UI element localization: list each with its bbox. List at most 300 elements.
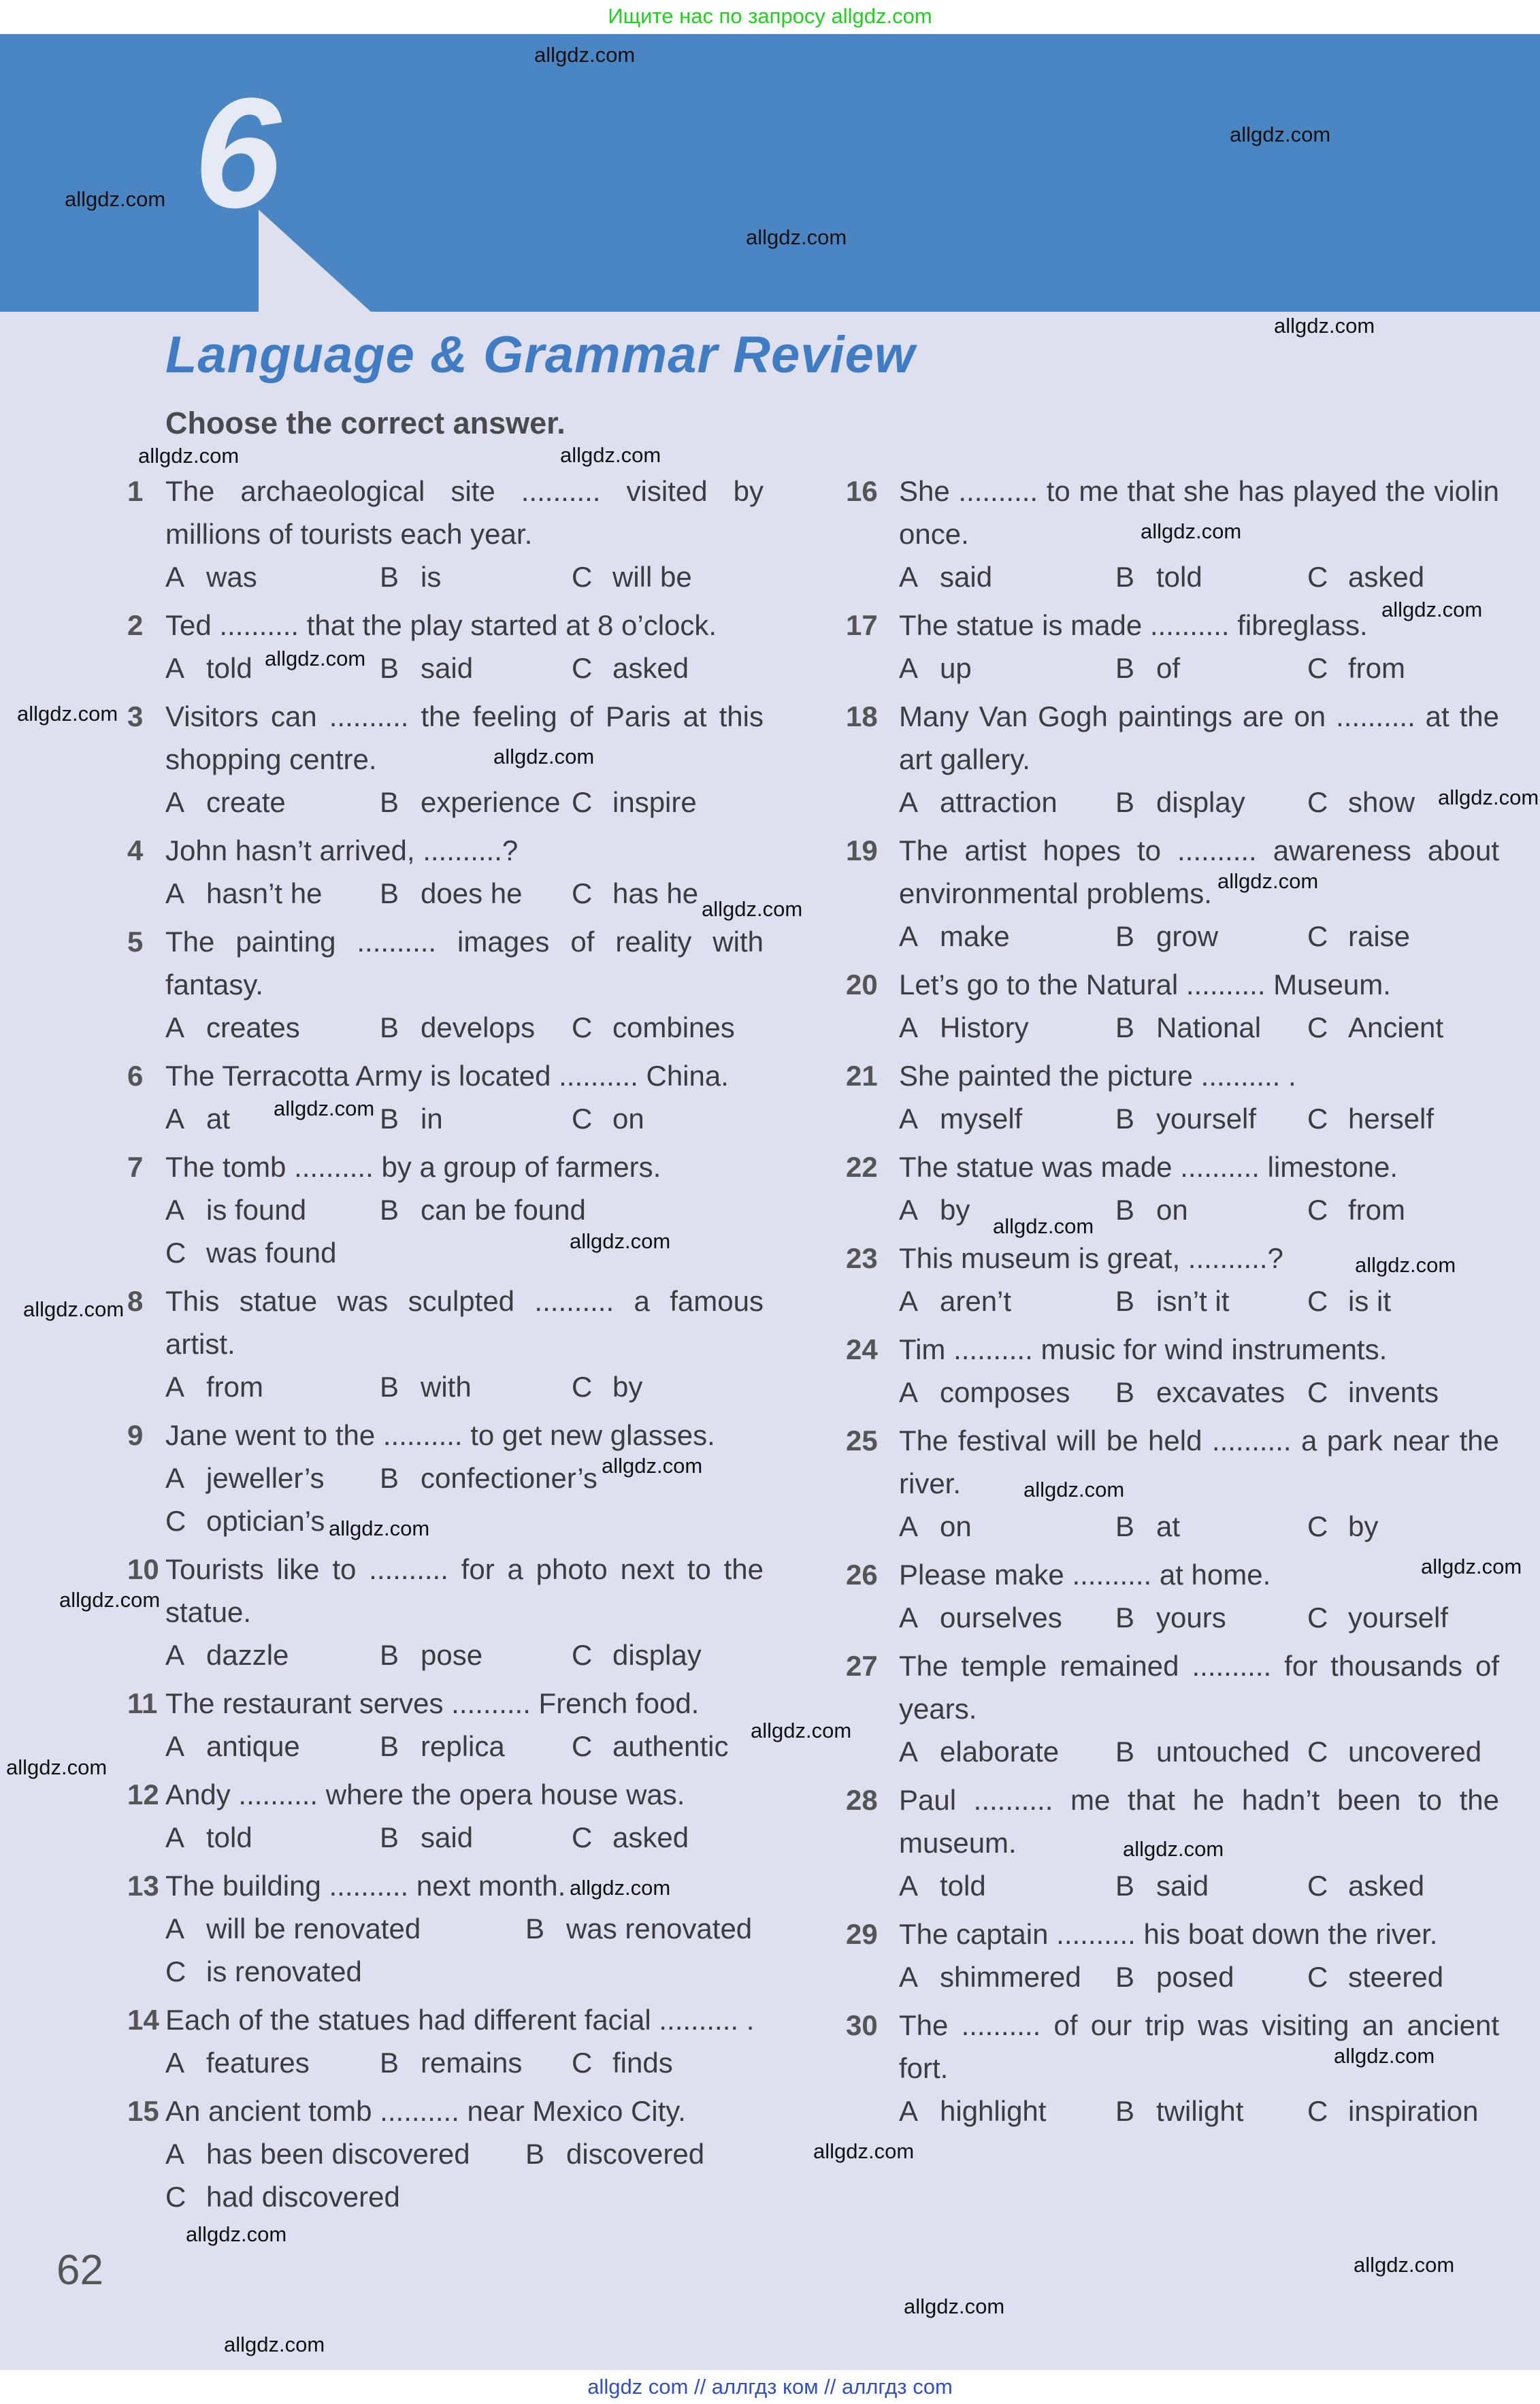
option-text: on bbox=[612, 1103, 644, 1135]
option-letter: C bbox=[165, 1505, 186, 1537]
option-letter: B bbox=[380, 1639, 399, 1671]
answer-option[interactable] bbox=[165, 1725, 300, 1768]
watermark-text: allgdz.com bbox=[904, 2294, 1005, 2318]
option-letter: A bbox=[899, 1961, 919, 1993]
question-number: 10 bbox=[127, 1553, 159, 1585]
watermark-text: allgdz.com bbox=[493, 745, 595, 768]
question-item bbox=[127, 1682, 764, 1768]
watermark-text: allgdz.com bbox=[1023, 1478, 1125, 1501]
answer-options-row bbox=[165, 1231, 764, 1274]
question-number: 18 bbox=[846, 700, 878, 732]
question-text: The artist hopes to .......... awareness about environmental problems. bbox=[899, 834, 1499, 909]
watermark-text: allgdz.com bbox=[1217, 869, 1319, 893]
answer-option[interactable] bbox=[899, 2090, 1046, 2132]
footer-links[interactable]: allgdz com // аллгдз ком // аллгдз com bbox=[0, 2370, 1540, 2404]
answer-option[interactable] bbox=[1115, 1596, 1226, 1639]
question-number: 4 bbox=[127, 834, 144, 866]
option-letter: B bbox=[380, 877, 399, 909]
option-letter: A bbox=[899, 561, 919, 593]
answer-option[interactable] bbox=[380, 781, 560, 824]
answer-option[interactable] bbox=[380, 1725, 505, 1768]
option-text: antique bbox=[206, 1730, 300, 1762]
question-text: The tomb .......... by a group of farmers. bbox=[165, 1151, 661, 1183]
question-number: 17 bbox=[846, 609, 878, 641]
option-text: highlight bbox=[940, 2095, 1047, 2127]
option-letter: B bbox=[1115, 1103, 1135, 1135]
option-text: show bbox=[1348, 786, 1415, 818]
answer-option[interactable] bbox=[899, 1006, 1029, 1049]
watermark-text: allgdz.com bbox=[224, 2333, 325, 2356]
answer-option[interactable] bbox=[1115, 1188, 1188, 1231]
watermark-text: allgdz.com bbox=[186, 2222, 287, 2246]
question-item bbox=[846, 1328, 1499, 1414]
option-text: told bbox=[206, 652, 252, 684]
question-number: 2 bbox=[127, 609, 144, 641]
option-text: discovered bbox=[566, 2138, 705, 2170]
questions-left-column bbox=[127, 470, 764, 2224]
option-letter: B bbox=[1115, 1602, 1135, 1634]
question-item bbox=[127, 470, 764, 598]
watermark-text: allgdz.com bbox=[1123, 1837, 1224, 1861]
option-letter: B bbox=[525, 2138, 545, 2170]
answer-option[interactable] bbox=[1307, 1371, 1439, 1414]
option-text: raise bbox=[1348, 920, 1411, 952]
answer-option[interactable] bbox=[380, 647, 473, 689]
answer-option[interactable] bbox=[572, 1097, 644, 1140]
answer-option[interactable] bbox=[165, 1950, 362, 1993]
watermark-text: allgdz.com bbox=[570, 1229, 671, 1253]
answer-option[interactable] bbox=[1115, 1280, 1229, 1322]
option-text: will be renovated bbox=[206, 1913, 421, 1945]
option-text: had discovered bbox=[206, 2181, 400, 2213]
answer-options-row bbox=[165, 555, 764, 598]
watermark-text: allgdz.com bbox=[59, 1588, 161, 1612]
option-text: yourself bbox=[1348, 1602, 1449, 1634]
option-letter: A bbox=[899, 652, 919, 684]
question-text: She painted the picture .......... . bbox=[899, 1060, 1296, 1092]
option-letter: C bbox=[572, 2047, 593, 2079]
option-letter: A bbox=[165, 2138, 185, 2170]
option-letter: C bbox=[1307, 1961, 1328, 1993]
watermark-text: allgdz.com bbox=[560, 443, 661, 467]
answer-option[interactable] bbox=[380, 1006, 535, 1049]
option-text: by bbox=[612, 1371, 643, 1403]
question-number: 19 bbox=[846, 834, 878, 866]
option-text: combines bbox=[612, 1011, 735, 1043]
answer-option[interactable] bbox=[1307, 2090, 1478, 2132]
answer-option[interactable] bbox=[572, 647, 689, 689]
option-letter: B bbox=[380, 786, 399, 818]
watermark-text: allgdz.com bbox=[1334, 2044, 1435, 2068]
answer-option[interactable] bbox=[1115, 647, 1180, 689]
option-text: on bbox=[940, 1510, 972, 1542]
answer-options-row bbox=[165, 1365, 764, 1408]
question-number: 28 bbox=[846, 1784, 878, 1816]
answer-option[interactable] bbox=[165, 1097, 230, 1140]
watermark-text: allgdz.com bbox=[1381, 598, 1483, 621]
answer-option[interactable] bbox=[380, 1457, 597, 1499]
option-letter: B bbox=[380, 1462, 399, 1494]
option-letter: B bbox=[525, 1913, 545, 1945]
watermark-text: allgdz.com bbox=[602, 1454, 703, 1478]
question-number: 26 bbox=[846, 1559, 878, 1591]
answer-option[interactable] bbox=[899, 555, 992, 598]
question-text: The temple remained .......... for thousands of years. bbox=[899, 1650, 1499, 1725]
question-number: 8 bbox=[127, 1285, 144, 1317]
option-letter: C bbox=[1307, 1194, 1328, 1226]
answer-option[interactable] bbox=[1307, 1596, 1448, 1639]
answer-option[interactable] bbox=[1115, 1371, 1285, 1414]
answer-option[interactable] bbox=[165, 781, 286, 824]
question-item bbox=[127, 695, 764, 824]
question-text: The statue is made .......... fibreglass. bbox=[899, 609, 1368, 641]
option-text: was found bbox=[206, 1237, 337, 1269]
option-letter: C bbox=[165, 1237, 186, 1269]
option-text: pose bbox=[421, 1639, 483, 1671]
option-letter: A bbox=[899, 2095, 919, 2127]
answer-option[interactable] bbox=[572, 1816, 689, 1859]
answer-options-row bbox=[165, 1907, 764, 1950]
option-letter: B bbox=[1115, 1376, 1135, 1408]
question-text: The captain .......... his boat down the river. bbox=[899, 1918, 1438, 1950]
answer-option[interactable] bbox=[572, 1634, 702, 1676]
answer-option[interactable] bbox=[1307, 1097, 1434, 1140]
answer-option[interactable] bbox=[380, 1816, 473, 1859]
watermark-text: allgdz.com bbox=[6, 1755, 108, 1779]
answer-option[interactable] bbox=[1307, 1730, 1481, 1773]
answer-option[interactable] bbox=[899, 915, 1010, 958]
answer-option[interactable] bbox=[899, 1097, 1022, 1140]
answer-option[interactable] bbox=[165, 2132, 470, 2175]
answer-option[interactable] bbox=[899, 1188, 970, 1231]
option-letter: A bbox=[899, 1510, 919, 1542]
watermark-text: allgdz.com bbox=[1141, 519, 1242, 543]
question-item bbox=[846, 1237, 1499, 1322]
answer-option[interactable] bbox=[165, 555, 257, 598]
answer-option[interactable] bbox=[165, 647, 252, 689]
answer-option[interactable] bbox=[899, 1505, 972, 1548]
question-text: Tourists like to .......... for a photo next to the statue. bbox=[165, 1553, 764, 1628]
question-item bbox=[846, 963, 1499, 1049]
question-number: 1 bbox=[127, 475, 144, 507]
answer-option[interactable] bbox=[165, 1231, 336, 1274]
option-letter: A bbox=[165, 1011, 185, 1043]
option-text: is it bbox=[1348, 1285, 1391, 1317]
option-text: at bbox=[206, 1103, 231, 1135]
answer-option[interactable] bbox=[165, 1365, 263, 1408]
question-text: Jane went to the .......... to get new glasses. bbox=[165, 1419, 715, 1451]
answer-option[interactable] bbox=[525, 2132, 704, 2175]
option-letter: C bbox=[1307, 561, 1328, 593]
question-text: Andy .......... where the opera house was. bbox=[165, 1778, 685, 1810]
answer-option[interactable] bbox=[572, 1725, 728, 1768]
answer-option[interactable] bbox=[572, 2041, 673, 2084]
answer-option[interactable] bbox=[1307, 1188, 1405, 1231]
watermark-text: allgdz.com bbox=[813, 2139, 915, 2163]
option-letter: A bbox=[899, 1194, 919, 1226]
option-text: features bbox=[206, 2047, 310, 2079]
answer-option[interactable] bbox=[899, 1864, 986, 1907]
option-text: shimmered bbox=[940, 1961, 1081, 1993]
option-letter: C bbox=[1307, 920, 1328, 952]
answer-option[interactable] bbox=[165, 1499, 325, 1542]
option-letter: C bbox=[572, 1639, 593, 1671]
option-letter: B bbox=[1115, 1194, 1135, 1226]
question-item bbox=[846, 1644, 1499, 1773]
watermark-text: allgdz.com bbox=[23, 1297, 125, 1321]
answer-option[interactable] bbox=[899, 1730, 1059, 1773]
option-text: History bbox=[940, 1011, 1029, 1043]
option-text: yours bbox=[1156, 1602, 1226, 1634]
answer-options-row bbox=[899, 1006, 1499, 1049]
answer-option[interactable] bbox=[899, 1280, 1011, 1322]
answer-option[interactable] bbox=[165, 2041, 310, 2084]
option-text: inspiration bbox=[1348, 2095, 1479, 2127]
answer-options-row bbox=[165, 1006, 764, 1049]
answer-option[interactable] bbox=[572, 555, 692, 598]
option-letter: C bbox=[1307, 1103, 1328, 1135]
option-letter: B bbox=[1115, 652, 1135, 684]
option-text: attraction bbox=[940, 786, 1058, 818]
option-letter: A bbox=[899, 1376, 919, 1408]
option-letter: B bbox=[380, 1371, 399, 1403]
option-letter: B bbox=[380, 1103, 399, 1135]
option-text: asked bbox=[1348, 561, 1425, 593]
question-text: The painting .......... images of reality with fantasy. bbox=[165, 926, 764, 1001]
question-number: 7 bbox=[127, 1151, 144, 1183]
answer-option[interactable] bbox=[1115, 915, 1218, 958]
watermark-text: allgdz.com bbox=[265, 647, 366, 670]
answer-option[interactable] bbox=[165, 2175, 400, 2218]
answer-option[interactable] bbox=[1307, 1864, 1424, 1907]
answer-options-row bbox=[899, 1864, 1499, 1907]
question-number: 6 bbox=[127, 1060, 144, 1092]
questions-right-column bbox=[846, 470, 1499, 2138]
answer-option[interactable] bbox=[380, 872, 522, 915]
option-text: optician’s bbox=[206, 1505, 325, 1537]
question-number: 3 bbox=[127, 700, 144, 732]
question-item bbox=[846, 1419, 1499, 1548]
answer-options-row bbox=[165, 647, 764, 689]
watermark-text: allgdz.com bbox=[329, 1516, 430, 1540]
answer-option[interactable] bbox=[380, 1188, 586, 1231]
answer-option[interactable] bbox=[899, 1371, 1070, 1414]
option-text: finds bbox=[612, 2047, 673, 2079]
answer-option[interactable] bbox=[1307, 915, 1410, 958]
answer-options-row bbox=[899, 1097, 1499, 1140]
answer-options-row bbox=[165, 2132, 764, 2175]
answer-option[interactable] bbox=[1307, 781, 1415, 824]
answer-option[interactable] bbox=[380, 1097, 443, 1140]
answer-options-row bbox=[899, 781, 1499, 824]
question-number: 23 bbox=[846, 1242, 878, 1274]
option-letter: B bbox=[380, 1821, 399, 1853]
question-number: 22 bbox=[846, 1151, 878, 1183]
answer-option[interactable] bbox=[899, 1596, 1062, 1639]
unit-number: 6 bbox=[194, 65, 281, 240]
question-number: 25 bbox=[846, 1425, 878, 1457]
watermark-text: allgdz.com bbox=[751, 1719, 852, 1742]
question-text: The .......... of our trip was visiting an ancient fort. bbox=[899, 2009, 1499, 2084]
answer-options-row bbox=[899, 2090, 1499, 2132]
question-text: Let’s go to the Natural .......... Museum. bbox=[899, 969, 1391, 1001]
question-text: Each of the statues had different facial .......... . bbox=[165, 2004, 755, 2036]
option-letter: C bbox=[572, 1011, 593, 1043]
question-number: 15 bbox=[127, 2095, 159, 2127]
option-text: does he bbox=[421, 877, 523, 909]
option-letter: C bbox=[572, 561, 593, 593]
answer-option[interactable] bbox=[1115, 1730, 1290, 1773]
answer-option[interactable] bbox=[1115, 781, 1245, 824]
answer-option[interactable] bbox=[525, 1907, 752, 1950]
question-item bbox=[127, 1054, 764, 1140]
answer-option[interactable] bbox=[165, 1907, 421, 1950]
option-text: myself bbox=[940, 1103, 1023, 1135]
answer-option[interactable] bbox=[380, 1365, 472, 1408]
option-letter: B bbox=[1115, 1011, 1135, 1043]
option-letter: C bbox=[1307, 1011, 1328, 1043]
watermark-text: allgdz.com bbox=[274, 1097, 375, 1120]
answer-option[interactable] bbox=[899, 781, 1058, 824]
answer-option[interactable] bbox=[1115, 1006, 1261, 1049]
question-text: Visitors can .......... the feeling of Paris at this shopping centre. bbox=[165, 700, 764, 775]
option-text: asked bbox=[612, 1821, 689, 1853]
option-text: invents bbox=[1348, 1376, 1439, 1408]
question-item bbox=[127, 1280, 764, 1408]
answer-option[interactable] bbox=[572, 781, 697, 824]
option-text: was bbox=[206, 561, 257, 593]
answer-option[interactable] bbox=[1115, 1864, 1209, 1907]
option-letter: C bbox=[572, 1371, 593, 1403]
option-letter: C bbox=[1307, 1870, 1328, 1902]
question-item bbox=[127, 2090, 764, 2218]
question-number: 16 bbox=[846, 475, 878, 507]
answer-options-row bbox=[899, 1371, 1499, 1414]
option-text: yourself bbox=[1156, 1103, 1257, 1135]
option-text: steered bbox=[1348, 1961, 1444, 1993]
option-text: National bbox=[1156, 1011, 1262, 1043]
option-text: asked bbox=[612, 652, 689, 684]
answer-option[interactable] bbox=[165, 872, 322, 915]
option-letter: B bbox=[1115, 1285, 1135, 1317]
question-item bbox=[846, 1913, 1499, 1998]
question-number: 20 bbox=[846, 969, 878, 1001]
option-letter: B bbox=[1115, 786, 1135, 818]
answer-option[interactable] bbox=[380, 2041, 522, 2084]
option-text: create bbox=[206, 786, 286, 818]
option-letter: A bbox=[165, 877, 185, 909]
answer-option[interactable] bbox=[1115, 1505, 1180, 1548]
answer-options-row bbox=[165, 1097, 764, 1140]
question-number: 21 bbox=[846, 1060, 878, 1092]
instruction: Choose the correct answer. bbox=[165, 406, 566, 440]
answer-options-row bbox=[165, 1188, 764, 1231]
watermark-text: allgdz.com bbox=[746, 225, 847, 249]
option-letter: A bbox=[899, 1285, 919, 1317]
answer-option[interactable] bbox=[1307, 1006, 1443, 1049]
option-letter: C bbox=[1307, 1510, 1328, 1542]
option-letter: A bbox=[899, 786, 919, 818]
answer-option[interactable] bbox=[380, 555, 441, 598]
option-letter: C bbox=[165, 2181, 186, 2213]
question-text: The archaeological site .......... visited by millions of tourists each year. bbox=[165, 475, 764, 550]
watermark-text: allgdz.com bbox=[1421, 1555, 1522, 1578]
option-letter: C bbox=[1307, 1736, 1328, 1768]
watermark-text: allgdz.com bbox=[1355, 1253, 1456, 1277]
option-text: isn’t it bbox=[1156, 1285, 1230, 1317]
option-text: display bbox=[612, 1639, 702, 1671]
option-text: from bbox=[206, 1371, 263, 1403]
question-text: Please make .......... at home. bbox=[899, 1559, 1271, 1591]
option-letter: A bbox=[899, 1602, 919, 1634]
question-number: 9 bbox=[127, 1419, 144, 1451]
option-text: excavates bbox=[1156, 1376, 1285, 1408]
question-number: 11 bbox=[127, 1687, 158, 1719]
answer-options-row bbox=[165, 1499, 764, 1542]
option-text: twilight bbox=[1156, 2095, 1244, 2127]
option-text: experience bbox=[421, 786, 561, 818]
answer-option[interactable] bbox=[1115, 1955, 1234, 1998]
answer-option[interactable] bbox=[1307, 1955, 1443, 1998]
answer-option[interactable] bbox=[1307, 555, 1424, 598]
answer-option[interactable] bbox=[380, 1634, 482, 1676]
answer-options-row bbox=[165, 872, 764, 915]
option-letter: C bbox=[572, 1821, 593, 1853]
answer-option[interactable] bbox=[165, 1816, 252, 1859]
answer-option[interactable] bbox=[899, 647, 972, 689]
question-number: 27 bbox=[846, 1650, 878, 1682]
option-text: said bbox=[1156, 1870, 1209, 1902]
answer-option[interactable] bbox=[1307, 1505, 1378, 1548]
option-text: said bbox=[940, 561, 993, 593]
answer-option[interactable] bbox=[572, 1006, 735, 1049]
option-text: uncovered bbox=[1348, 1736, 1482, 1768]
answer-option[interactable] bbox=[165, 1634, 289, 1676]
answer-option[interactable] bbox=[899, 1955, 1081, 1998]
answer-option[interactable] bbox=[165, 1006, 300, 1049]
option-text: at bbox=[1156, 1510, 1181, 1542]
answer-options-row bbox=[899, 647, 1499, 689]
option-text: ourselves bbox=[940, 1602, 1062, 1634]
option-text: dazzle bbox=[206, 1639, 289, 1671]
option-text: from bbox=[1348, 1194, 1405, 1226]
option-letter: A bbox=[165, 1730, 185, 1762]
answer-option[interactable] bbox=[1115, 555, 1202, 598]
watermark-text: allgdz.com bbox=[1354, 2253, 1455, 2277]
option-text: in bbox=[421, 1103, 443, 1135]
answer-option[interactable] bbox=[165, 1457, 325, 1499]
answer-option[interactable] bbox=[572, 872, 698, 915]
answer-option[interactable] bbox=[1307, 1280, 1391, 1322]
option-letter: A bbox=[165, 1462, 185, 1494]
answer-option[interactable] bbox=[1115, 2090, 1243, 2132]
search-banner[interactable]: Ищите нас по запросу allgdz.com bbox=[0, 0, 1540, 34]
answer-options-row bbox=[899, 1280, 1499, 1322]
page-title: Language & Grammar Review bbox=[165, 326, 916, 384]
answer-options-row bbox=[165, 2175, 764, 2218]
option-letter: B bbox=[1115, 1870, 1135, 1902]
option-text: posed bbox=[1156, 1961, 1234, 1993]
answer-option[interactable] bbox=[572, 1365, 642, 1408]
answer-options-row bbox=[899, 915, 1499, 958]
question-item bbox=[127, 1146, 764, 1274]
unit-header-band bbox=[0, 34, 1540, 312]
option-letter: A bbox=[165, 1913, 185, 1945]
option-text: inspire bbox=[612, 786, 697, 818]
answer-option[interactable] bbox=[1307, 647, 1405, 689]
answer-option[interactable] bbox=[165, 1188, 306, 1231]
answer-option[interactable] bbox=[1115, 1097, 1256, 1140]
